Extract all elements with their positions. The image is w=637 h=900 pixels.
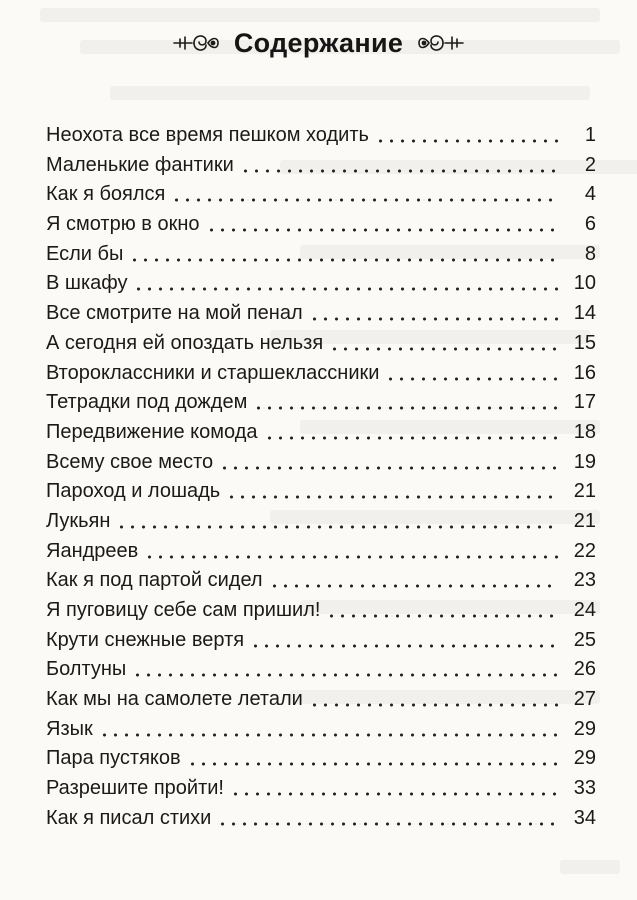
toc-entry	[46, 299, 596, 329]
toc-leader-dots	[309, 688, 558, 708]
toc-entry	[46, 626, 596, 656]
toc-leader-dots	[375, 124, 558, 144]
table-of-contents	[46, 121, 596, 834]
toc-leader-dots	[144, 540, 558, 560]
toc-entry	[46, 359, 596, 389]
toc-leader-dots	[326, 599, 558, 619]
toc-leader-dots	[385, 362, 558, 382]
toc-entry	[46, 240, 596, 270]
toc-leader-dots	[132, 658, 558, 678]
toc-leader-dots	[219, 451, 558, 471]
page-title: Содержание	[233, 27, 404, 58]
toc-entry	[46, 418, 596, 448]
toc-entry-page: 8	[584, 242, 596, 265]
toc-entry-page: 33	[573, 777, 596, 800]
toc-entry	[46, 596, 596, 626]
toc-leader-dots	[217, 807, 558, 827]
toc-leader-dots	[269, 569, 558, 589]
toc-leader-dots	[187, 747, 558, 767]
toc-entry-title: Болтуны	[46, 658, 127, 681]
toc-entry-page: 1	[584, 124, 596, 146]
toc-entry	[46, 210, 596, 240]
toc-entry	[46, 804, 596, 834]
toc-entry-page: 29	[573, 717, 596, 740]
toc-entry-title: Пара пустяков	[46, 747, 181, 770]
toc-entry	[46, 151, 596, 181]
toc-entry-title: Передвижение комода	[46, 420, 258, 443]
toc-entry	[46, 388, 596, 418]
toc-entry-page: 4	[584, 183, 596, 206]
toc-entry-page: 6	[584, 213, 596, 236]
toc-entry	[46, 329, 596, 359]
toc-entry-title: Крути снежные вертя	[46, 628, 245, 651]
toc-entry-title: Я смотрю в окно	[46, 213, 200, 236]
toc-entry-title: Маленькие фантики	[46, 153, 234, 176]
toc-leader-dots	[264, 421, 559, 441]
toc-leader-dots	[226, 480, 558, 500]
toc-entry-title: Как я писал стихи	[46, 806, 212, 829]
toc-entry-page: 17	[573, 391, 596, 414]
toc-entry-page: 2	[584, 153, 596, 176]
toc-entry-page: 19	[573, 450, 596, 473]
toc-entry-title: В шкафу	[46, 272, 128, 295]
toc-leader-dots	[309, 302, 558, 322]
toc-leader-dots	[99, 718, 558, 738]
toc-entry-title: А сегодня ей опоздать нельзя	[46, 331, 324, 354]
toc-leader-dots	[230, 777, 558, 797]
toc-entry-page: 14	[573, 302, 596, 325]
left-ornament-icon	[172, 28, 220, 58]
toc-leader-dots	[253, 391, 558, 411]
toc-entry	[46, 566, 596, 596]
toc-leader-dots	[116, 510, 558, 530]
toc-entry	[46, 180, 596, 210]
toc-entry-page: 16	[573, 361, 596, 384]
toc-entry	[46, 448, 596, 478]
toc-leader-dots	[206, 213, 559, 233]
toc-entry-page: 25	[573, 628, 596, 651]
toc-leader-dots	[250, 629, 558, 649]
toc-entry-page: 27	[573, 688, 596, 711]
toc-entry	[46, 477, 596, 507]
toc-entry-title: Яандреев	[46, 539, 139, 562]
toc-entry-page: 29	[573, 747, 596, 770]
toc-leader-dots	[129, 243, 558, 263]
toc-entry-title: Если бы	[46, 242, 124, 265]
toc-header	[0, 18, 637, 68]
toc-leader-dots	[171, 183, 558, 203]
toc-entry-title: Всему свое место	[46, 450, 214, 473]
toc-entry	[46, 685, 596, 715]
toc-entry-page: 24	[573, 599, 596, 621]
toc-leader-dots	[240, 154, 558, 174]
toc-entry	[46, 269, 596, 299]
toc-entry-page: 22	[573, 539, 596, 562]
toc-entry-page: 18	[573, 420, 596, 443]
toc-entry-title: Как мы на самолете летали	[46, 688, 303, 711]
toc-entry	[46, 744, 596, 774]
toc-entry-title: Разрешите пройти!	[46, 777, 224, 800]
toc-entry-page: 21	[573, 509, 596, 532]
toc-entry-page: 10	[573, 272, 596, 295]
toc-entry-page: 34	[573, 806, 596, 829]
toc-entry-title: Пароход и лошадь	[46, 480, 221, 503]
toc-entry-title: Я пуговицу себе сам пришил!	[46, 599, 321, 621]
toc-entry-title: Лукьян	[46, 509, 111, 532]
right-ornament-icon	[417, 28, 465, 58]
toc-entry-title: Неохота все время пешком ходить	[46, 124, 369, 146]
toc-leader-dots	[329, 332, 558, 352]
toc-entry-title: Второклассники и старшеклассники	[46, 361, 380, 384]
toc-leader-dots	[133, 272, 558, 292]
toc-entry-page: 15	[573, 331, 596, 354]
toc-entry-page: 26	[573, 658, 596, 681]
toc-entry-page: 23	[573, 569, 596, 592]
toc-entry-page: 21	[573, 480, 596, 503]
toc-entry	[46, 715, 596, 745]
toc-entry	[46, 655, 596, 685]
toc-entry-title: Как я под партой сидел	[46, 569, 263, 592]
toc-entry-title: Как я боялся	[46, 183, 166, 206]
toc-entry	[46, 121, 596, 151]
toc-entry	[46, 537, 596, 567]
toc-entry-title: Все смотрите на мой пенал	[46, 302, 303, 325]
toc-entry-title: Тетрадки под дождем	[46, 391, 248, 414]
toc-entry	[46, 507, 596, 537]
toc-entry	[46, 774, 596, 804]
toc-entry-title: Язык	[46, 717, 93, 740]
